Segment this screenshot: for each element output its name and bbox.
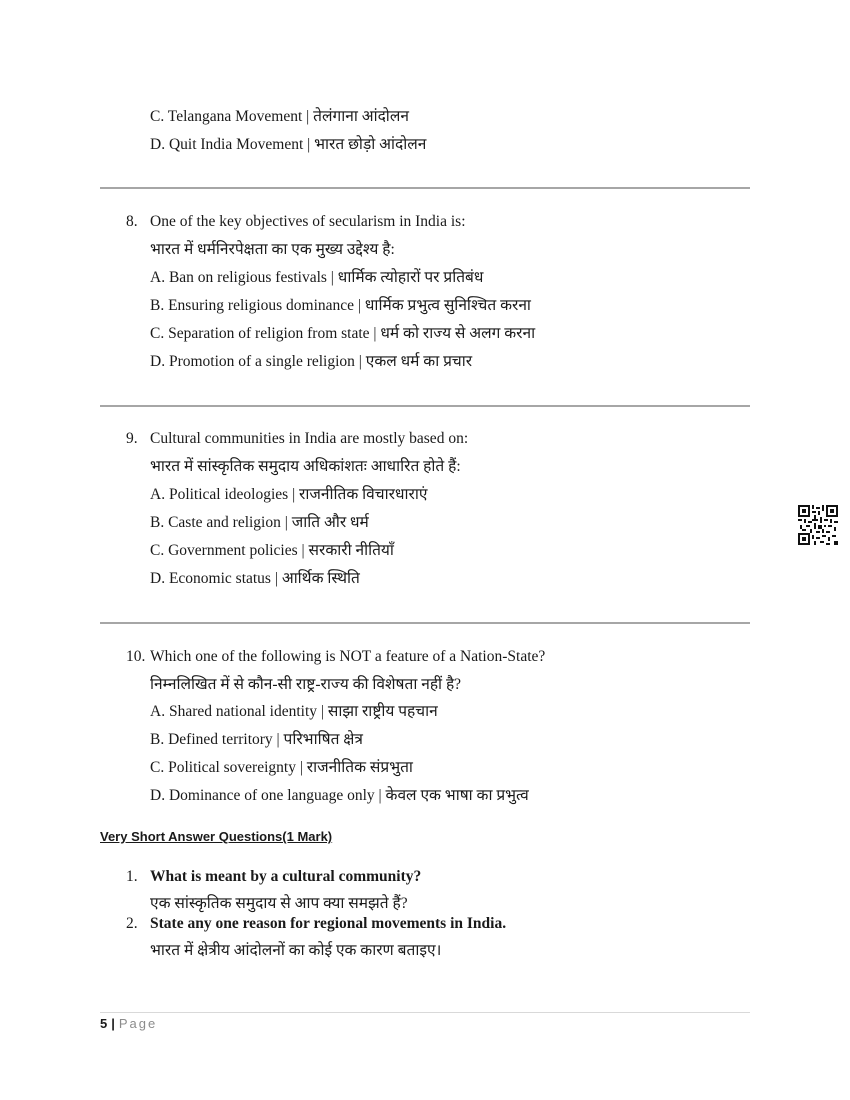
page-label: Page: [118, 1016, 158, 1031]
short-question-text-hi: भारत में क्षेत्रीय आंदोलनों का कोई एक कारण बताइए।: [150, 942, 442, 959]
question-text-en: One of the key objectives of secularism in India is:: [150, 213, 466, 230]
short-question-number: 1.: [126, 868, 138, 885]
option-b: B. Ensuring religious dominance | धार्मिक प्रभुत्व सुनिश्चित करना: [150, 297, 531, 314]
option-b: B. Caste and religion | जाति और धर्म: [150, 514, 369, 531]
option-c: C. Government policies | सरकारी नीतियाँ: [150, 542, 394, 559]
footer-separator: |: [111, 1016, 115, 1031]
option-c-telangana: C. Telangana Movement | तेलंगाना आंदोलन: [150, 108, 409, 125]
page-footer: [100, 1016, 157, 1031]
option-a: A. Political ideologies | राजनीतिक विचारधाराएं: [150, 486, 428, 503]
question-text-hi: भारत में धर्मनिरपेक्षता का एक मुख्य उद्देश्य है:: [150, 241, 395, 258]
question-text-en: Cultural communities in India are mostly based on:: [150, 430, 469, 447]
option-d: D. Dominance of one language only | केवल एक भाषा का प्रभुत्व: [150, 787, 529, 804]
option-d: D. Economic status | आर्थिक स्थिति: [150, 570, 360, 587]
question-text-hi: भारत में सांस्कृतिक समुदाय अधिकांशतः आधारित होते हैं:: [150, 458, 461, 475]
option-d-quit-india: D. Quit India Movement | भारत छोड़ो आंदोलन: [150, 136, 427, 153]
question-text-en: Which one of the following is NOT a feature of a Nation-State?: [150, 648, 546, 665]
question-number: 9.: [126, 430, 138, 447]
option-a: A. Shared national identity | साझा राष्ट्रीय पहचान: [150, 703, 438, 720]
option-a: A. Ban on religious festivals | धार्मिक त्योहारों पर प्रतिबंध: [150, 269, 484, 286]
footer-divider: [100, 1012, 750, 1013]
short-question-text-en: State any one reason for regional movements in India.: [150, 915, 507, 932]
section-heading: Very Short Answer Questions(1 Mark): [100, 829, 333, 844]
separator: [100, 405, 750, 407]
short-question-number: 2.: [126, 915, 138, 932]
question-text-hi: निम्नलिखित में से कौन-सी राष्ट्र-राज्य की विशेषता नहीं है?: [150, 676, 462, 693]
separator: [100, 622, 750, 624]
short-question-text-hi: एक सांस्कृतिक समुदाय से आप क्या समझते हैं?: [150, 895, 408, 912]
option-b: B. Defined territory | परिभाषित क्षेत्र: [150, 731, 363, 748]
question-number: 8.: [126, 213, 138, 230]
option-c: C. Separation of religion from state | धर्म को राज्य से अलग करना: [150, 325, 536, 342]
short-question-text-en: What is meant by a cultural community?: [150, 868, 422, 885]
separator: [100, 187, 750, 189]
option-c: C. Political sovereignty | राजनीतिक संप्रभुता: [150, 759, 413, 776]
qr-code-icon: [798, 505, 838, 545]
page-number: 5: [100, 1016, 108, 1031]
question-number: 10.: [126, 648, 146, 665]
option-d: D. Promotion of a single religion | एकल धर्म का प्रचार: [150, 353, 473, 370]
